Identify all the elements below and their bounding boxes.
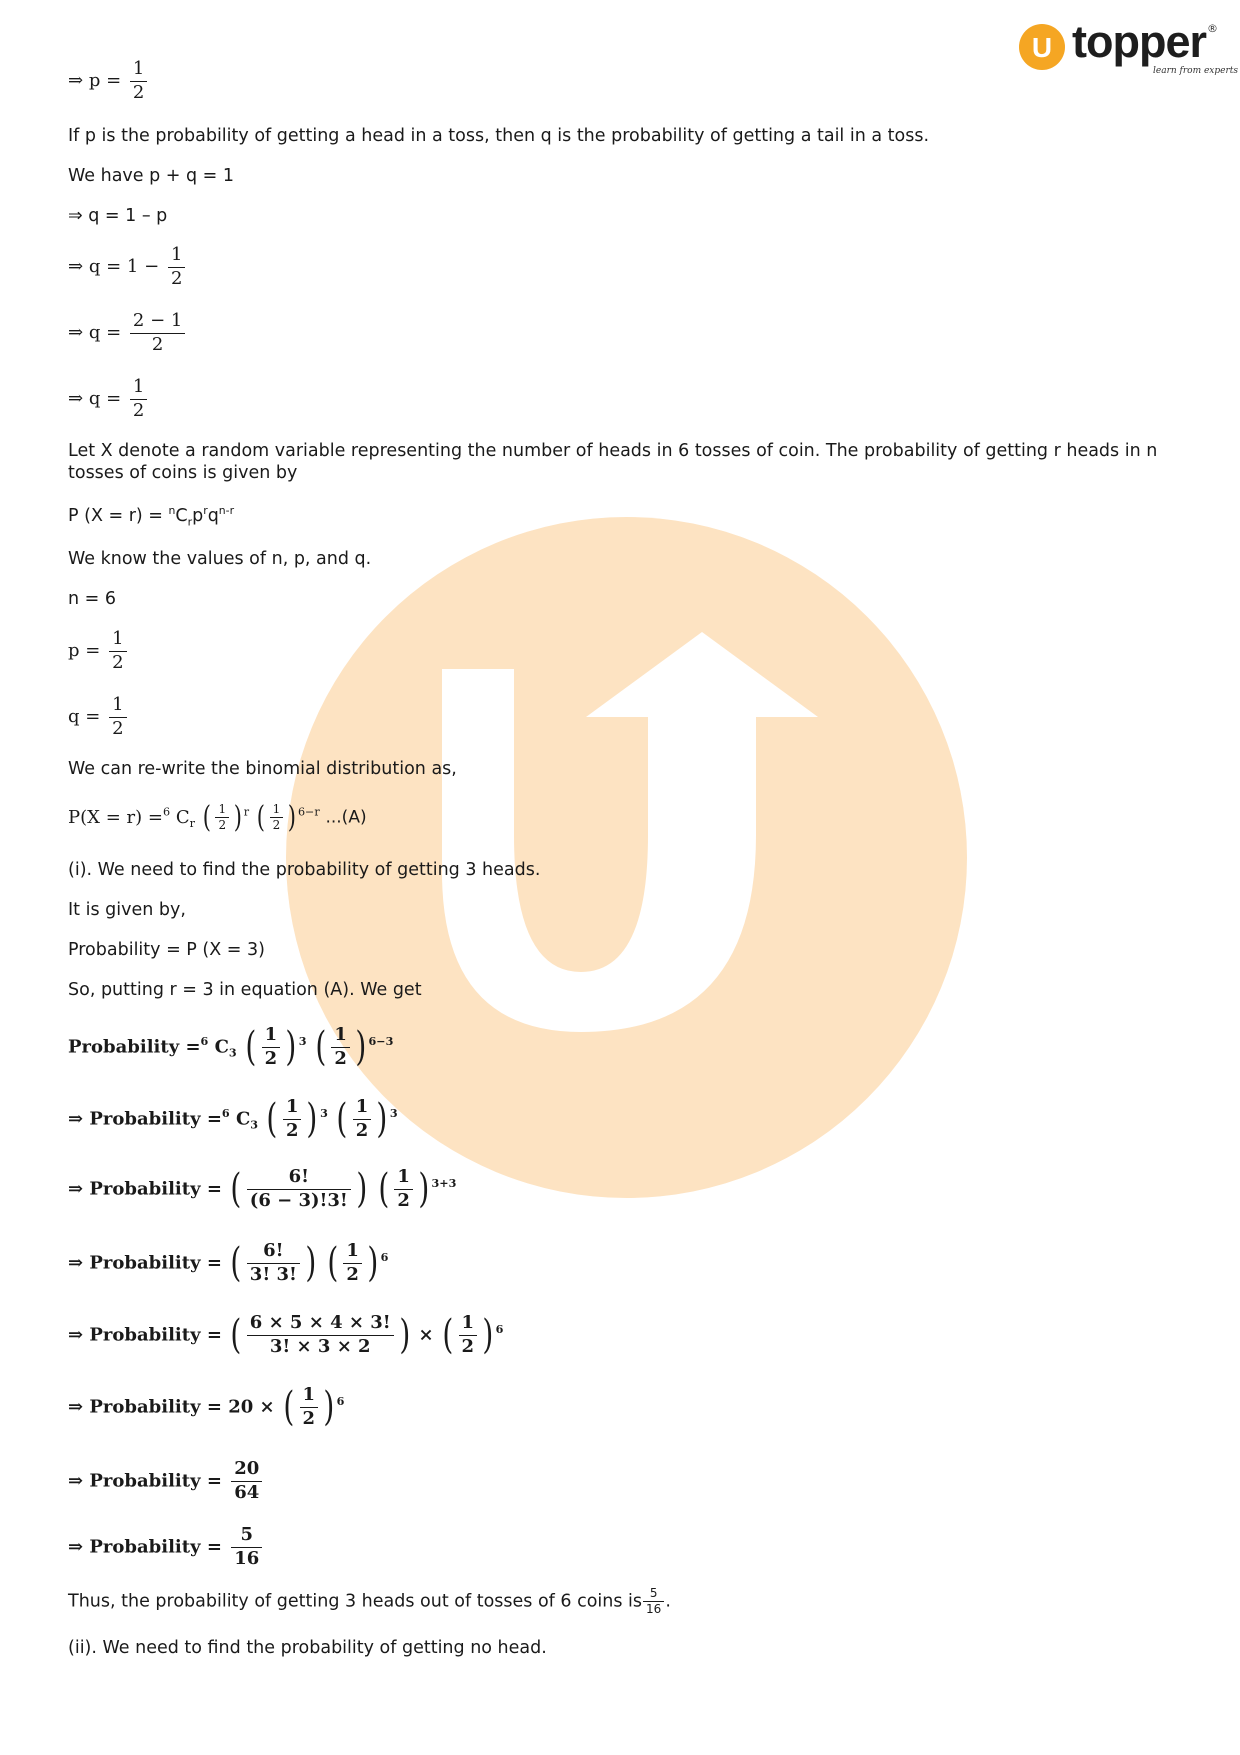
eq-q-one-minus-half: ⇒ q = 1 − $\frac{1}{2}$ — [68, 244, 188, 290]
text-n-six: n = 6 — [68, 589, 117, 609]
fraction: $\frac{1}{2}$ — [262, 1024, 281, 1070]
eq-q-two-minus-one: ⇒ q = $\frac{2 - 1}{2}$ — [68, 310, 188, 356]
fraction: $\frac{1}{2}$ — [353, 1096, 372, 1142]
fraction: $\frac{1}{2}$ — [130, 58, 147, 104]
fraction: $\frac{6!}{3! 3!}$ — [247, 1240, 300, 1286]
eq-q-half-value: q = $\frac{1}{2}$ — [68, 694, 130, 740]
eq-q-half: ⇒ q = $\frac{1}{2}$ — [68, 376, 150, 422]
fraction: $\frac{1}{2}$ — [130, 376, 147, 422]
text-X-definition: Let X denote a random variable representing the number of heads in 6 tosses of coin. The probability of getting r heads in n tosses of coins is given by — [68, 441, 1158, 483]
svg-text:U: U — [1031, 32, 1053, 63]
fraction: $\frac{1}{2}$ — [459, 1312, 478, 1358]
eq-prob-step1: Probability =$^6$ $C_3$ ( $\frac{1}{2}$ ) $^3$ ( $\frac{1}{2}$ ) $^{6-3}$ — [68, 1024, 394, 1070]
eq-prob-step2: ⇒ Probability =$^6$ $C_3$ ( $\frac{1}{2}$ ) $^3$ ( $\frac{1}{2}$ ) $^3$ — [68, 1096, 398, 1142]
text-given-by: It is given by, — [68, 900, 186, 920]
text-pq-intro: If p is the probability of getting a head in a toss, then q is the probability of getting a tail in a toss. — [68, 126, 930, 146]
brand-logo — [1019, 16, 1239, 86]
eq-prob-step5: ⇒ Probability = ( $\frac{6 \times 5 \times 4 \times 3!}{3! \times 3 \times 2}$ ) × ( $\frac{1}{2}$ ) $^6$ — [68, 1312, 504, 1358]
eq-prob-step3: ⇒ Probability = ( $\frac{6!}{(6 - 3)!3!}$ ) ( $\frac{1}{2}$ ) $^{3+3}$ — [68, 1166, 457, 1212]
fraction: $\frac{1}{2}$ — [270, 802, 284, 833]
text-part-ii: (ii). We need to find the probability of getting no head. — [68, 1638, 547, 1658]
fraction: $\frac{5}{16}$ — [643, 1586, 664, 1617]
text-q-eq: ⇒ q = 1 – p — [68, 206, 168, 226]
brand-tagline: learn from experts — [1153, 66, 1239, 76]
fraction: $\frac{1}{2}$ — [168, 244, 185, 290]
fraction: $\frac{1}{2}$ — [331, 1024, 350, 1070]
brand-logo-icon — [1019, 24, 1065, 70]
text-conclusion: Thus, the probability of getting 3 heads out of tosses of 6 coins is $\frac{5}{16}$ . — [68, 1586, 671, 1616]
fraction: $\frac{1}{2}$ — [109, 694, 126, 740]
fraction: $\frac{20}{64}$ — [231, 1458, 262, 1504]
text-prob-eq: Probability = P (X = 3) — [68, 940, 265, 960]
brand-name: topper — [1072, 16, 1206, 67]
eq-binomial-A: P(X = r) =$^6$ $C_r$ ( $\frac{1}{2}$ ) $^r$ ( $\frac{1}{2}$ ) $^{6-r}$ ...(A) — [68, 799, 367, 835]
fraction: $\frac{1}{2}$ — [215, 802, 229, 833]
text-know-values: We know the values of n, p, and q. — [68, 549, 372, 569]
eq-prob-step6: ⇒ Probability = 20 × ( $\frac{1}{2}$ ) $^6$ — [68, 1384, 345, 1430]
fraction: $\frac{6!}{(6 - 3)!3!}$ — [247, 1166, 351, 1212]
text-part-i: (i). We need to find the probability of getting 3 heads. — [68, 860, 541, 880]
fraction: $\frac{2 - 1}{2}$ — [130, 310, 185, 356]
fraction: $\frac{1}{2}$ — [343, 1240, 362, 1286]
fraction: $\frac{1}{2}$ — [300, 1384, 319, 1430]
eq-p-half-value: p = $\frac{1}{2}$ — [68, 628, 130, 674]
eq-prob-step4: ⇒ Probability = ( $\frac{6!}{3! 3!}$ ) ( $\frac{1}{2}$ ) $^6$ — [68, 1240, 389, 1286]
fraction: $\frac{5}{16}$ — [231, 1524, 262, 1570]
fraction: $\frac{1}{2}$ — [394, 1166, 413, 1212]
text-rewrite: We can re-write the binomial distribution as, — [68, 759, 457, 779]
fraction: $\frac{1}{2}$ — [283, 1096, 302, 1142]
fraction: $\frac{6 \times 5 \times 4 \times 3!}{3! \times 3 \times 2}$ — [247, 1312, 394, 1358]
registered-mark: ® — [1207, 22, 1218, 35]
eq-prob-final: ⇒ Probability = $\frac{5}{16}$ — [68, 1524, 265, 1570]
text-pq-sum: We have p + q = 1 — [68, 166, 235, 186]
eq-binomial-general: P $(X = r) = ^nC_rp^rq^{n-r}$ — [68, 504, 235, 529]
eq-prob-step7: ⇒ Probability = $\frac{20}{64}$ — [68, 1458, 265, 1504]
eq-p-half: ⇒ p = $\frac{1}{2}$ — [68, 58, 150, 104]
fraction: $\frac{1}{2}$ — [109, 628, 126, 674]
text-putting-r: So, putting r = 3 in equation (A). We get — [68, 980, 422, 1000]
